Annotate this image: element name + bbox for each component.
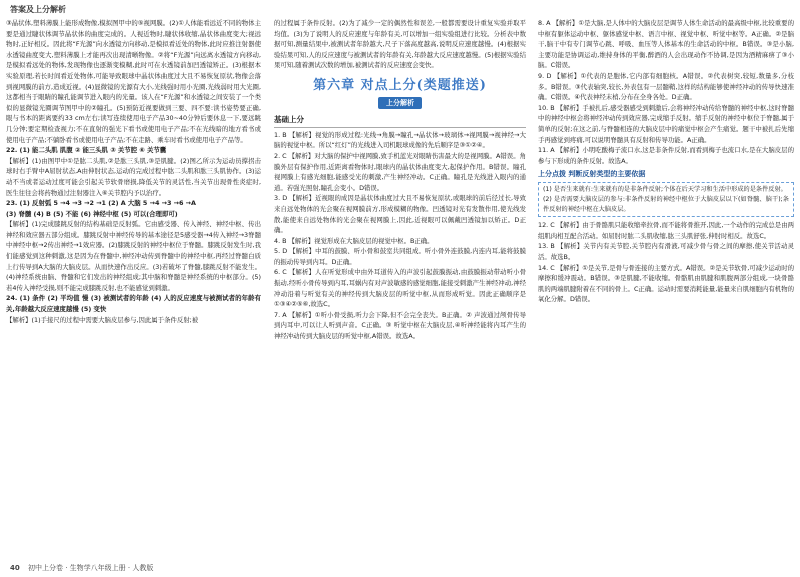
paragraph: 的过程属于条件反射。(2)为了减少一定的偶然性和误差,一般都需要设计重复实验并取平均值。(3)为了说明人的反应速度与年龄有关,可以增加一组实验组进行比较。分析表中数据可知,测量结果中,被测试者年龄越大,尺子下落高度越高,说明反应速度越慢。(4)根据实验结果可知,人的反应速度与被测试者的年龄有关,年龄越大反应速度越慢。(5)根据实验结果可知,随着测试次数的增加,被测试者的反应速度会变快。	[274, 19, 526, 70]
answer-10: 10. B 【解析】手被扎后,感受器感受到刺激后,会将神经冲动传给脊髓的神经中枢,这时脊髓中的神经中枢会将神经冲动传到效应器,完成缩手反射。缩手反射的神经中枢位于脊髓,属于简单的反射;在这之前,与脊髓相连的大脑皮层中的痛觉中枢会产生痛觉。题干中被扎后先缩手再感觉到疼痛,可以说明脊髓具有反射和传导功能。A正确。	[538, 103, 794, 144]
answer-9: 9. D 【解析】①代表的是胞体,它内部有细胞核。A错误。②代表树突,较短,数量多,分枝多。B错误。③代表轴突,较长,外表包有一层髓鞘,这样的结构能够使神经冲动的传导快速准确。C错误。④代表神经末梢,分布在全身各处。D正确。	[538, 71, 794, 102]
column-right	[538, 18, 794, 305]
tip-title: 上分点拨 判断反射类型的主要依据	[538, 170, 646, 179]
answer-2: 2. C 【解析】对大脑的保护中视网膜,致手机蓝光对眼睛伤害最大的是视网膜。A错误。角膜外层有保护作用,近距离看物体时,眼球内的晶状体曲度变大,起保护作用。B错误。瞳孔视网膜上有感光细胞,能感受光的刺激,产生神经冲动。C正确。瞳孔是光线进入眼内的通道。若强光照射,瞳孔会变小。D错误。	[274, 151, 526, 192]
answer-4: 4. B 【解析】视觉形成在大脑皮层的视觉中枢。B正确。	[274, 236, 434, 245]
answer-5: 5. D 【解析】中耳的鼓膜、听小骨和鼓室共同组成。听小骨外连鼓膜,内连内耳,能将鼓膜的振动传导到内耳。D正确。	[274, 247, 526, 266]
section-badge: 上分解析	[378, 97, 422, 110]
tip-item: (2) 是否需要大脑皮层的参与:非条件反射的神经中枢位于大脑皮层以下(如脊髓、脑干);条件反射的神经中枢在大脑皮层。	[543, 195, 789, 213]
column-middle	[274, 18, 526, 342]
answer-23-cont: (3) 脊髓 (4) B (5) 不能 (6) 神经中枢 (5) 可以(合理即可)	[6, 209, 178, 218]
section-title: 基础上分	[274, 115, 526, 128]
explanation-24: 【解析】(1)手接尺的过程中需要大脑皮层参与,因此属于条件反射;被	[6, 315, 199, 324]
answer-11: 11. A 【解析】小明吃酸梅子流口水,这是非条件反射,而看到梅子也流口水,是在大脑皮层的参与下形成的条件反射。故选A。	[538, 146, 794, 165]
tip-item: (1) 是否生来就有:生来就有的是非条件反射;个体在后天学习和生活中形成的是条件反射。	[543, 185, 787, 193]
answer-12: 12. C 【解析】由于骨骼肌只能收缩牵拉骨,而不能将骨推开,因此,一个动作的完成总是由两组肌肉相互配合活动。如屈肘时肱二头肌收缩,肱三头肌舒张,伸肘时相反。故选C。	[538, 221, 794, 240]
explanation-23: 【解析】(1)完成膝跳反射的结构基础是反射弧。它由感受器、传入神经、神经中枢、传出神经和效应器五部分组成。膝跳反射中神经传导的基本途径是5感受器→4传入神经→3脊髓中神经中枢→2传出神经→1效应器。(2)膝跳反射的神经中枢位于脊髓。膝跳反射发生时,我们能感觉到这种刺激,这是因为在脊髓中,神经冲动传到脊髓中的神经中枢,再经过脊髓白质上行传导到A大脑的大脑皮层。从而快速作出反应。(3)若破坏了脊髓,膝跳反射不能发生。(4)神经系统由脑、脊髓和它们发出的神经组成;其中脑和脊髓是神经系统的中枢部分。(5)若4传入神经受损,则不能完成膝跳反射,也不能感觉到刺激。	[6, 220, 261, 292]
answer-7: 7. A 【解析】①听小骨受损,听力会下降,但不会完全丧失。B正确。② 声波通过颅骨传导到内耳中,可以让人听到声音。C正确。③ 听觉中枢在大脑皮层,④听神经能将内耳产生的神经冲动传到大脑皮层的听觉中枢,A错误。故选A。	[274, 310, 526, 341]
answer-24: 24. (1) 条件 (2) 平均值 慢 (3) 被测试者的年龄 (4) 人的反应速度与被测试者的年龄有关,年龄越大反应速度越慢 (5) 变快	[6, 294, 261, 314]
answer-8: 8. A 【解析】①是大脑,是人体中的大脑皮层是调节人体生命活动的最高级中枢,比较重要的中枢有躯体运动中枢、躯体感觉中枢、语言中枢、视觉中枢、听觉中枢等。A正确。②是脑干,脑干中有专门调节心跳、呼吸、血压等人体基本的生命活动的中枢。B错误。③是小脑,主要功能是协调运动,维持身体的平衡,醉酒的人会出现动作不协调,是因为酒精麻痹了③小脑。C错误。	[538, 19, 794, 70]
column-left	[6, 18, 261, 325]
page-footer	[10, 563, 153, 573]
answer-14: 14. C 【解析】①是关节,是骨与骨连接的主要方式。A错误。②是关节软骨,可减少运动时的摩擦和缓冲震动。B错误。③是肌腱,不能收缩。骨骼肌由肌腱和肌腹两部分组成,一块骨骼肌的两端肌腱附着在不同的骨上。C正确。运动时需要消耗能量,能量来自肌细胞内有机物的氧化分解。D错误。	[538, 263, 794, 304]
answer-22: 22. (1) 能二头肌 肌腹 ② 能三头肌 ③ 关节腔 ⑥ 关节囊	[6, 146, 167, 155]
explanation-22: 【解析】(1)由图甲中①是肱二头肌,②是肱三头肌,③是肌腱。(2)图乙所示为运动员撑拐击球时右手臂中A屈肘状态,A由伸肘状态,运动的完成过程中肱二头肌和肱三头肌协作。(3)运动不当或者运动过度可能会引起关节软骨磨损,降低关节的灵活性,当关节出现骨性炎症时,医生往往会将药物通过注射器注入⑥关节腔内予以治疗。	[6, 156, 261, 197]
answer-23: 23. (1) 反射弧 5 →4 →3 →2 →1 (2) A 大脑 5 →4 →3 →6 →A	[6, 199, 196, 208]
answer-6: 6. C 【解析】人在听觉形成中由外耳道传入的声波引起鼓膜振动,由鼓膜振动带动听小骨振动,经听小骨传导到内耳,耳蜗内有对声波敏感的感觉细胞,能接受刺激产生神经冲动,神经冲动沿着与听觉有关的神经传到大脑皮层的听觉中枢,从而形成听觉。因此正确顺序是①③④②⑤⑥,故选C。	[274, 268, 526, 309]
paragraph: ③晶状体,塑料薄膜上能形成物像,模拟图甲中的⑤视网膜。(2)①人体能看远近不同的物体主要是通过睫状体调节晶状体的曲度完成的。人视近物时,睫状体收缩,晶状体曲度变大;视远物时,正好相反。因此将“F光源”向水透镜方向移动,是模拟看近处的物体,此时应推注射器使水透镜曲度变大,塑料薄膜上才能再次出现清晰物像。②将“F光源”向远离水透镜方向移动,是模拟看远处的物体,发现物像也逐渐变模糊,此时可在水透镜前加凹透镜矫正。(3)根据本实验原理,若长时间看近处物体,可能导致眼球中晶状体曲度过大且不易恢复原状,物像会落到视网膜的前方,造成近视。(4)显微镜的光源有大小,光线强时用小光圈,光线弱时用大光圈,这都相当于眼睛的瞳孔能调节进入眼内的光量。该人在“F光源”和水透镜之间安装了一个类似的显微镜光圈调节图甲中的②瞳孔。(5)预防近视要做到三要、四不要:读书姿势要正确,眼与书本的距离要约33 cm左右;读写连续使用电子产品30~40分钟后要休息一下,要远眺几分钟;要定期检查视力;不在直射的强光下看书或使用电子产品;不在光线暗的地方看书或使用电子产品;不躺卧看书或使用电子产品;不在走路、乘车时看书或使用电子产品等。	[6, 19, 261, 144]
chapter-title: 第六章 对点上分(类题推送)	[313, 77, 487, 93]
answer-13: 13. B 【解析】关节内有关节腔,关节腔内有滑液,可减少骨与骨之间的摩擦,使关节活动灵活。故选B。	[538, 242, 794, 262]
answer-1: 1. B 【解析】视觉的形成过程:光线→角膜→瞳孔→晶状体→玻璃体→视网膜→视神经→大脑的视觉中枢。所以“红灯”的光线进入司机眼球成像的先后顺序是③①②④。	[274, 130, 526, 150]
chapter-heading-block	[274, 77, 526, 109]
book-title: 初中上分卷 · 生物学八年级上册 · 人教版	[27, 564, 154, 572]
answer-3: 3. D 【解析】近视眼的成因是晶状体曲度过大且不易恢复原状,或眼球的前后径过长,导致来自远处物体的光会聚在视网膜前方,形成模糊的物像。凹透镜对光有发散作用,使光线发散,能使来自远处物体的光会聚在视网膜上,因此,近视眼可以佩戴凹透镜加以矫正。D正确。	[274, 194, 526, 235]
page-number: 40	[10, 564, 20, 572]
page-header: 答案及上分解析	[10, 5, 66, 14]
tip-box	[538, 182, 794, 217]
